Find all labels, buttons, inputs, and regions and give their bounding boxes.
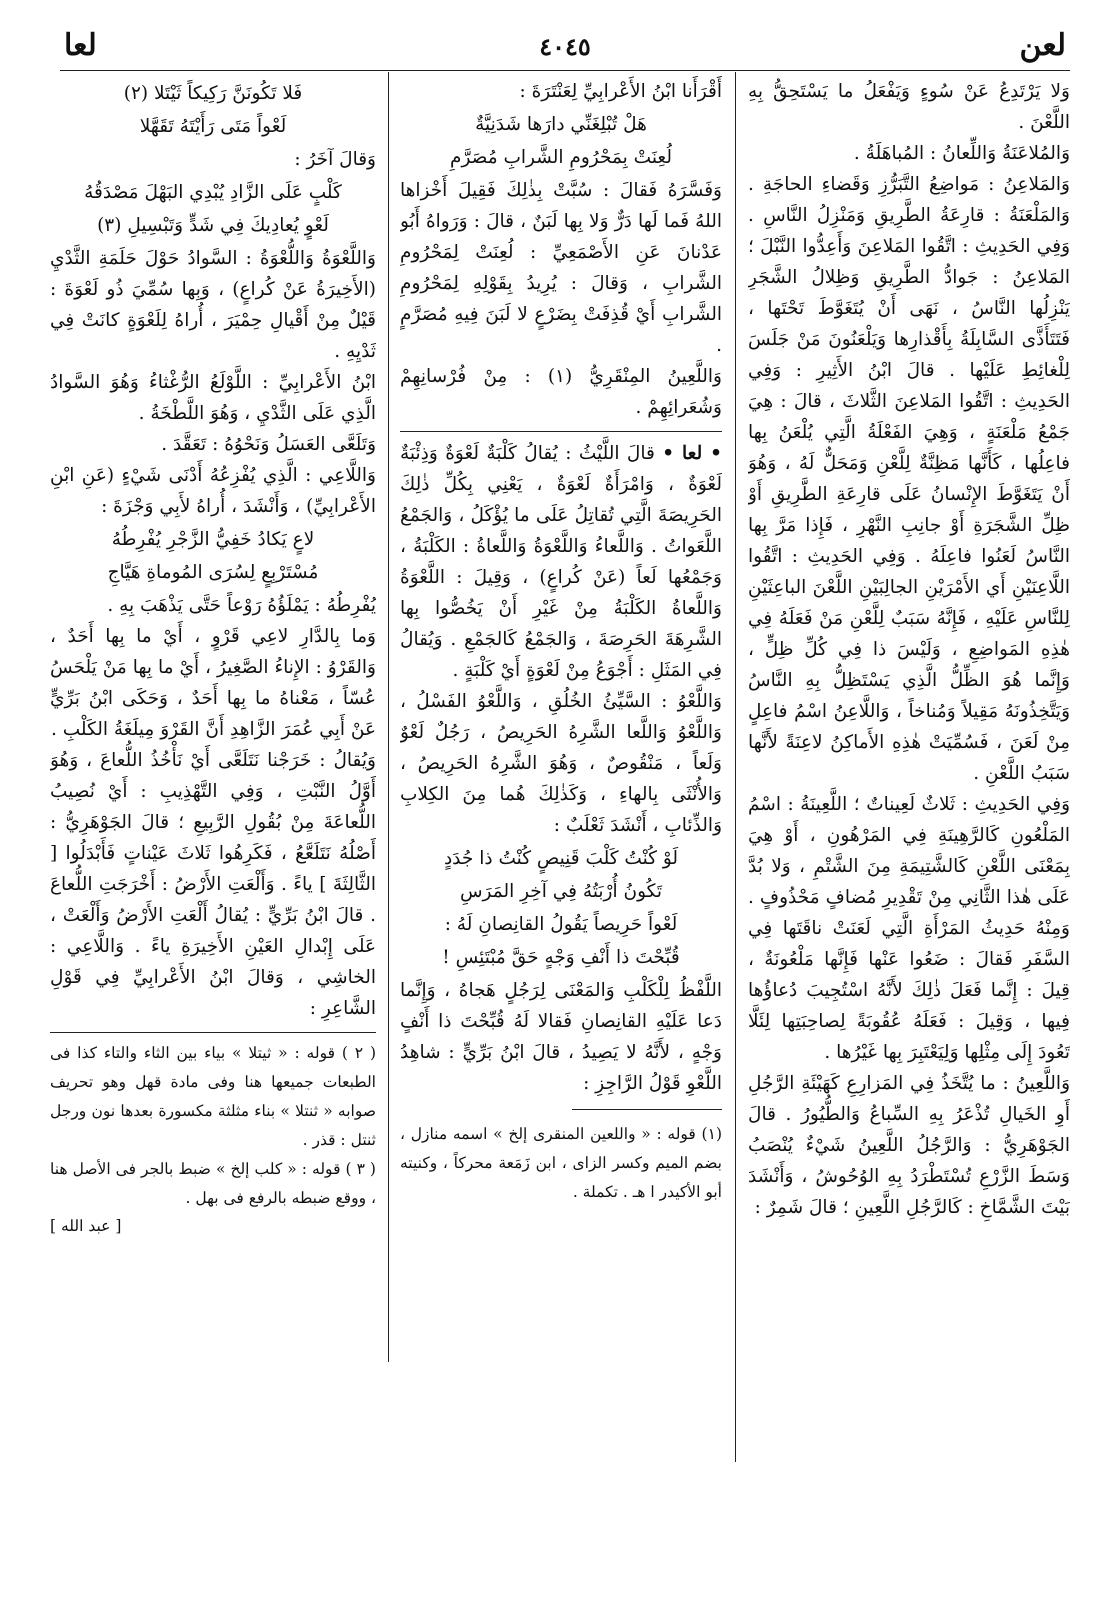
verse-line: قُبِّحْتَ ذا أَنْفِ وَجْهٍ حَقَّ مُبْتَئِسِ ! xyxy=(442,947,680,968)
paragraph: اللَّفْظُ لِلْكَلْبِ وَالمَعْنَى لِرَجُلٍ هَجاهُ ، وَإِنَّما دَعا عَلَيْهِ القانِصانِ فَقالا لَهُ قُبِّحْتَ ذا أَنْفٍ وَجْهٍ ، لأَنَّهُ لا يَصِيدُ ، قالَ ابْنُ بَرِّيٍّ : شاهِدُ اللَّعْوِ قَوْلُ الرَّاجِزِ : xyxy=(400,980,722,1094)
column-divider-right xyxy=(735,72,736,1462)
column-divider-left xyxy=(388,72,389,1362)
header-left-keyword: لعا xyxy=(64,28,97,63)
column-left xyxy=(50,76,376,1586)
verse-line: لَوْ كُنْتُ كَلْبَ قَنِيصٍ كُنْتُ ذا جُدَدٍ xyxy=(443,848,679,869)
page-header xyxy=(50,28,1080,68)
section-separator xyxy=(400,431,722,432)
footnote: (١) قوله : « واللعين المنقرى إلخ » اسمه منازل ، بضم الميم وكسر الزاى ، ابن زَمَعة محركاً ، وكنيته أبو الأكيدر ا هـ . تكملة . xyxy=(400,1125,722,1201)
verse-line: تَكُونُ أُرْبَتُهُ فِي آخِرِ المَرَسِ xyxy=(459,881,663,902)
paragraph: وَفَسَّرَهُ فَقالَ : سُبَّتْ بِذٰلِكَ فَقِيلَ أَخْزاها اللهُ فَما لَها دَرٌّ وَلا بِها لَبَنٌ ، قالَ : وَرَواهُ أَبُو عَدْنانَ عَنِ الأَصْمَعِيِّ : لُعِنَتْ لِمَحْرُومِ الشَّرابِ ، وَقالَ : يُرِيدُ بِقَوْلِهِ لِمَحْرُومِ الشَّرابِ أَيْ قُذِفَتْ بِضَرْعٍ لا لَبَنَ فِيهِ مُصَرَّمٍ . xyxy=(400,180,722,356)
footnote: ( ٣ ) قوله : « كلب إلخ » ضبط بالجر فى الأصل هنا ، ووقع ضبطه بالرفع فى بهل . xyxy=(50,1160,376,1207)
editor-signature: [ عبد الله ] xyxy=(50,1217,122,1235)
paragraph: وَاللَّعْوُ : السَّيِّئُ الخُلُقِ ، وَاللَّعْوُ الفَسْلُ ، وَاللَّعْوُ وَاللَّعا الشَّرِهُ الحَرِيصُ ، رَجُلٌ لَعْوٌ وَلَعاً ، مَنْقُوصٌ ، وَهُوَ الشَّرِهُ الحَرِيصُ ، وَالأُنْثَى بِالهاءِ ، وَكَذٰلِكَ هُما مِنَ الكِلابِ وَالذِّئابِ ، أَنْشَدَ ثَعْلَبٌ : xyxy=(400,691,722,836)
paragraph: وَاللَّعِينُ المِنْقَرِيُّ (١) : مِنْ فُرْسانِهِمْ وَشُعَرائِهِمْ . xyxy=(400,366,722,418)
verse-line: لَعْوٍ يُعادِيكَ فِي شَدٍّ وَتَبْسِيلِ (٣) xyxy=(97,215,329,236)
verse-line: لَعْواً مَتَى رَأَيْتَهُ تَقَهَّلا xyxy=(139,116,287,137)
entry-headword: • لعا • xyxy=(662,443,722,464)
paragraph: وَفِي الحَدِيثِ : ثَلاثٌ لَعِيناتٌ ؛ اللَّعِينَةُ : اسْمُ المَلْعُونِ كَالرَّهِينَةِ فِي المَرْهُونِ ، أَوْ هِيَ بِمَعْنَى اللَّعْنِ كَالشَّتِيمَةِ مِنَ الشَّتْمِ ، وَلا بُدَّ عَلَى هٰذا الثَّانِي مِنْ تَقْدِيرِ مُضافٍ مَحْذُوفٍ . وَمِنْهُ حَدِيثُ المَرْأَةِ الَّتِي لَعَنَتْ ناقَتَها فِي السَّفَرِ فَقالَ : ضَعُوا عَنْها فَإِنَّها مَلْعُونَةٌ ، قِيلَ : إِنَّما فَعَلَ ذٰلِكَ لأَنَّهُ اسْتُجِيبَ دُعاؤُها فِيها ، وَقِيلَ : فَعَلَهُ عُقُوبَةً لِصاحِبَتِها لِئَلَّا تَعُودَ إِلَى مِثْلِها وَلِيَعْتَبِرَ بِها غَيْرُها . xyxy=(748,794,1070,1063)
page-number: ٤٠٤٥ xyxy=(539,32,591,61)
verse-line: فَلا تَكُونَنَّ رَكِيكاً ثَيْتَلا (٢) xyxy=(123,83,303,104)
footnote: ( ٢ ) قوله : « ثيتلا » بياء بين الثاء والتاء كذا فى الطبعات جميعها هنا وفى مادة قهل وهو تحريف صوابه « ثنتلا » بناء مثلثة مكسورة بعدها نون ورجل ثنتل : قذر . xyxy=(50,1044,376,1149)
header-rule xyxy=(60,70,1070,71)
paragraph: وَما بِالدَّارِ لاعِي قَرْوٍ ، أَيْ ما بِها أَحَدٌ ، وَالقَرْوُ : الإِناءُ الصَّغِيرُ ، أَيْ ما بِها مَنْ يَلْحَسُ عُسّاً ، مَعْناهُ ما بِها أَحَدٌ ، وَحَكَى ابْنُ بَرِّيٍّ عَنْ أَبِي عُمَرَ الزَّاهِدِ أَنَّ القَرْوَ مِيلَغَةُ الكَلْبِ . xyxy=(50,626,376,740)
verse-line: مُسْتَرْبِعٍ لِسُرَى المُوماةِ هَيَّاجِ xyxy=(107,562,319,583)
paragraph: أَقْرَأَنا ابْنُ الأَعْرابِيِّ لِعَنْتَرَةَ : xyxy=(519,81,722,102)
paragraph: وَالمَلاعِنُ : مَواضِعُ التَّبَرُّزِ وَقَضاءِ الحاجَةِ . وَالمَلْعَنَةُ : قارِعَةُ الطَّرِيقِ وَمَنْزِلُ النَّاسِ . وَفِي الحَدِيثِ : اتَّقُوا المَلاعِنَ وَأَعِدُّوا النَّبْلَ ؛ المَلاعِنُ : جَوادُّ الطَّرِيقِ وَظِلالُ الشَّجَرِ يَنْزِلُها النَّاسُ ، نَهَى أَنْ يُتَغَوَّطَ تَحْتَها ، فَتَتَأَذَّى السَّابِلَةُ بِأَقْذارِها وَيَلْعَنُونَ مَنْ جَلَسَ لِلْغائِطِ عَلَيْها . قالَ ابْنُ الأَثِيرِ : وَفِي الحَدِيثِ : اتَّقُوا المَلاعِنَ الثَّلاثَ ، قالَ : هِيَ جَمْعُ مَلْعَنَةٍ ، وَهِيَ الفَعْلَةُ الَّتِي يُلْعَنُ بِها فاعِلُها ، كَأَنَّها مَظِنَّةٌ لِلَّعْنِ وَمَحَلٌّ لَهُ ، وَهُوَ أَنْ يَتَغَوَّطَ الإِنْسانُ عَلَى قارِعَةِ الطَّرِيقِ أَوْ ظِلِّ الشَّجَرَةِ أَوْ جانِبِ النَّهْرِ ، فَإِذا مَرَّ بِها النَّاسُ لَعَنُوا فاعِلَهُ . وَفِي الحَدِيثِ : اتَّقُوا اللَّاعِنَيْنِ أَي الأَمْرَيْنِ الجالِبَيْنِ اللَّعْنَ الباعِثَيْنِ لِلنَّاسِ عَلَيْهِ ، فَإِنَّهُ سَبَبٌ لِلَّعْنِ مَنْ فَعَلَهُ فِي هٰذِهِ المَواضِعِ ، وَلَيْسَ ذا فِي كُلِّ ظِلٍّ ، وَإِنَّما هُوَ الظِّلُّ الَّذِي يَسْتَظِلُّ بِهِ النَّاسُ وَيَتَّخِذُونَهُ مَقِيلاً وَمُناخاً ، وَاللَّاعِنُ اسْمُ فاعِلٍ مِنْ لَعَنَ ، فَسُمِّيَتْ هٰذِهِ الأَماكِنُ لاعِنَةً لأَنَّها سَبَبُ اللَّعْنِ . xyxy=(748,174,1070,784)
paragraph: ابْنُ الأَعْرابِيِّ : اللَّوْلَعُ الرُّغْثاءُ وَهُوَ السَّوادُ الَّذِي عَلَى الثَّدْيِ ، وَهُوَ اللَّطْخَةُ . xyxy=(50,372,376,424)
paragraph: وَاللَّاعِي : الَّذِي يُفْزِعُهُ أَدْنَى شَيْءٍ (عَنِ ابْنِ الأَعْرابِيِّ) ، وَأَنْشَدَ ، أُراهُ لأَبِي وَجْزَةَ : xyxy=(50,465,376,517)
paragraph: وَقالَ آخَرُ : xyxy=(294,149,376,170)
paragraph: وَيُقالُ : خَرَجْنا نَتَلَعَّى أَيْ نَأْخُذُ اللُّعاعَ ، وَهُوَ أَوَّلُ النَّبْتِ ، وَفِي التَّهْذِيبِ : أَيْ نُصِيبُ اللُّعاعَةَ مِنْ بُقُولِ الرَّبِيعِ ؛ قالَ الجَوْهَرِيُّ : أَصْلُهُ نَتَلَعَّعُ ، فَكَرِهُوا ثَلاثَ عَيْناتٍ فَأَبْدَلُوا [ الثَّالِثَةَ ] ياءً . وَأَلْعَتِ الأَرْضُ : أَخْرَجَتِ اللُّعاعَ . قالَ ابْنُ بَرِّيٍّ : يُقالُ أَلْعَتِ الأَرْضُ وَأَلْعَتْ ، عَلَى إِبْدالِ العَيْنِ الأَخِيرَةِ ياءً . وَاللَّاعِي : الخاشِي ، وَقالَ ابْنُ الأَعْرابِيِّ فِي قَوْلِ الشَّاعِرِ : xyxy=(50,750,376,1019)
paragraph: يُفْرِطُهُ : يَمْلَؤُهُ رَوْعاً حَتَّى يَذْهَبَ بِهِ . xyxy=(107,595,376,616)
paragraph: وَاللَّعْوَةُ وَاللُّعْوَةُ : السَّوادُ حَوْلَ حَلَمَةِ الثَّدْيِ (الأَخِيرَةُ عَنْ كُراعٍ) ، وَبِها سُمِّيَ ذُو لَعْوَةَ : قَيْلٌ مِنْ أَقْيالِ حِمْيَرَ ، أُراهُ لِلَعْوَةٍ كانَتْ فِي ثَدْيِهِ . xyxy=(50,248,376,362)
footnote-separator xyxy=(50,1032,376,1033)
verse-line: هَلْ تُبْلِغَنِّي دارَها شَدَنِيَّةٌ xyxy=(475,114,647,135)
column-right xyxy=(748,76,1070,1586)
paragraph: وَتَلَعَّى العَسَلُ وَنَحْوُهُ : تَعَقَّدَ . xyxy=(161,434,376,455)
verse-line: كَلْبٍ عَلَى الزَّادِ يُبْدِي البَهْلَ مَصْدَقُهُ xyxy=(84,182,342,203)
footnote-rule xyxy=(572,1109,722,1110)
verse-line: لَعْواً حَرِيصاً يَقُولُ القانِصانِ لَهُ : xyxy=(444,914,678,935)
header-right-keyword: لعن xyxy=(1019,28,1066,63)
verse-line: لاعٍ يَكادُ خَفِيُّ الزَّجْرِ يُفْرِطُهُ xyxy=(111,529,315,550)
paragraph: وَلا يَرْتَدِعُ عَنْ سُوءٍ وَيَفْعَلُ ما يَسْتَحِقُّ بِهِ اللَّعْنَ . xyxy=(748,81,1070,133)
entry-body: قالَ اللَّيْثُ : يُقالُ كَلْبَةٌ لَعْوَةٌ وَذِئْبَةٌ لَعْوَةٌ ، وَامْرَأَةٌ لَعْوَةٌ ، يَعْنِي بِكُلِّ ذٰلِكَ الحَرِيصَةَ الَّتِي تُقاتِلُ عَلَى ما يُؤْكَلُ ، وَالجَمْعُ اللَّعَواتُ . وَاللَّعاءُ وَاللَّعْوَةُ وَاللَّعاةُ : الكَلْبَةُ ، وَجَمْعُها لَعاً (عَنْ كُراعٍ) ، وَقِيلَ : اللَّعْوَةُ وَاللَّعاةُ الكَلْبَةُ مِنْ غَيْرِ أَنْ يَخُصُّوا بِها الشَّرِهَةَ الحَرِصَةَ ، وَالجَمْعُ كَالجَمْعِ . وَيُقالُ فِي المَثَلِ : أَجْوَعُ مِنْ لَعْوَةٍ أَيْ كَلْبَةٍ . xyxy=(400,443,722,681)
paragraph: وَاللَّعِينُ : ما يُتَّخَذُ فِي المَزارِعِ كَهَيْئَةِ الرَّجُلِ أَوِ الخَيالِ تُذْعَرُ بِهِ السِّباعُ وَالطُّيُورُ . قالَ الجَوْهَرِيُّ : وَالرَّجُلُ اللَّعِينُ شَيْءٌ يُنْصَبُ وَسَطَ الزَّرْعِ تُسْتَطْرَدُ بِهِ الوُحُوشُ ، وَأَنْشَدَ بَيْتَ الشَّمَّاخِ : كَالرَّجُلِ اللَّعِينِ ؛ قالَ شَمِرٌ : xyxy=(748,1073,1070,1218)
paragraph: وَالمُلاعَنَةُ وَاللِّعانُ : المُباهَلَةُ . xyxy=(853,143,1070,164)
column-middle xyxy=(400,76,722,1586)
verse-line: لُعِنَتْ بِمَحْرُومِ الشَّرابِ مُصَرَّمِ xyxy=(450,147,672,168)
